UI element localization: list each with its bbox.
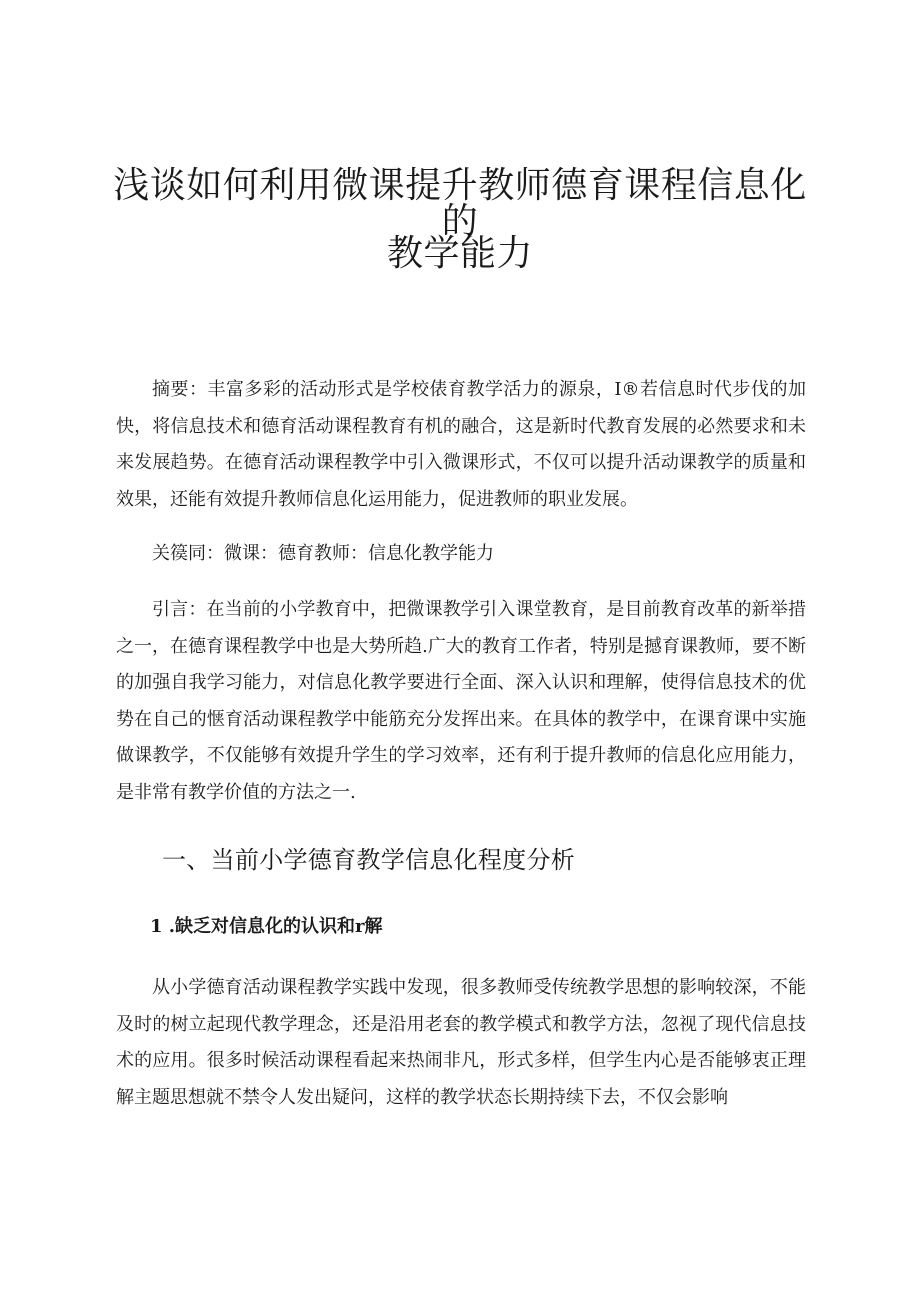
paper-title-line-1: 浅谈如何利用微课提升教师德育课程信息化的 <box>113 165 807 242</box>
keywords-line: 关篌同：微课：德育教师：信息化教学能力 <box>152 543 494 564</box>
section-heading-1: 一、当前小学德育教学信息化程度分析 <box>162 846 576 874</box>
body-paragraph: 从小学德育活动课程教学实践中发现，很多教师受传统教学思想的影响较深，不能及时的树立起现代教学理念，还是沿用老套的教学模式和教学方法，忽视了现代信息技术的应用。很多时候活动课程看起来热闹非凡，形式多样，但学生内心是否能够衷正理解主题思想就不禁令人发出疑问，这样的教学状态长期持续下去，不仅会影响 <box>116 977 806 1108</box>
abstract-paragraph: 摘要：丰富多彩的活动形式是学校俵育教学活力的源泉，I®若信息时代步伐的加快，将信息技术和德育活动课程教育有机的融合，这是新时代教育发展的必然要求和未来发展趋势。在德育活动课程教学中引入微课形式，不仅可以提升活动课教学的质量和效果，还能有效提升教师信息化运用能力，促进教师的职业发展。 <box>116 379 806 510</box>
paper-title-line-2: 教学能力 <box>386 233 533 274</box>
subsection-heading-1: 1 .缺乏对信息化的认识和r解 <box>150 916 383 937</box>
introduction-paragraph: 引言：在当前的小学教育中，把微课教学引入课堂教育，是目前教育改革的新举措之一，在德育课程教学中也是大势所趋.广大的教育工作者，特别是撼育课教师，要不断的加强自我学习能力，对信息化教学要进行全面、深入认识和理解，使得信息技术的优势在自己的惬育活动课程教学中能筋充分发挥出来。在具体的教学中，在课育课中实施做课教学，不仅能够有效提升学生的学习效率，还有利于提升教师的信息化应用能力，是非常有教学价值的方法之一. <box>116 599 806 803</box>
